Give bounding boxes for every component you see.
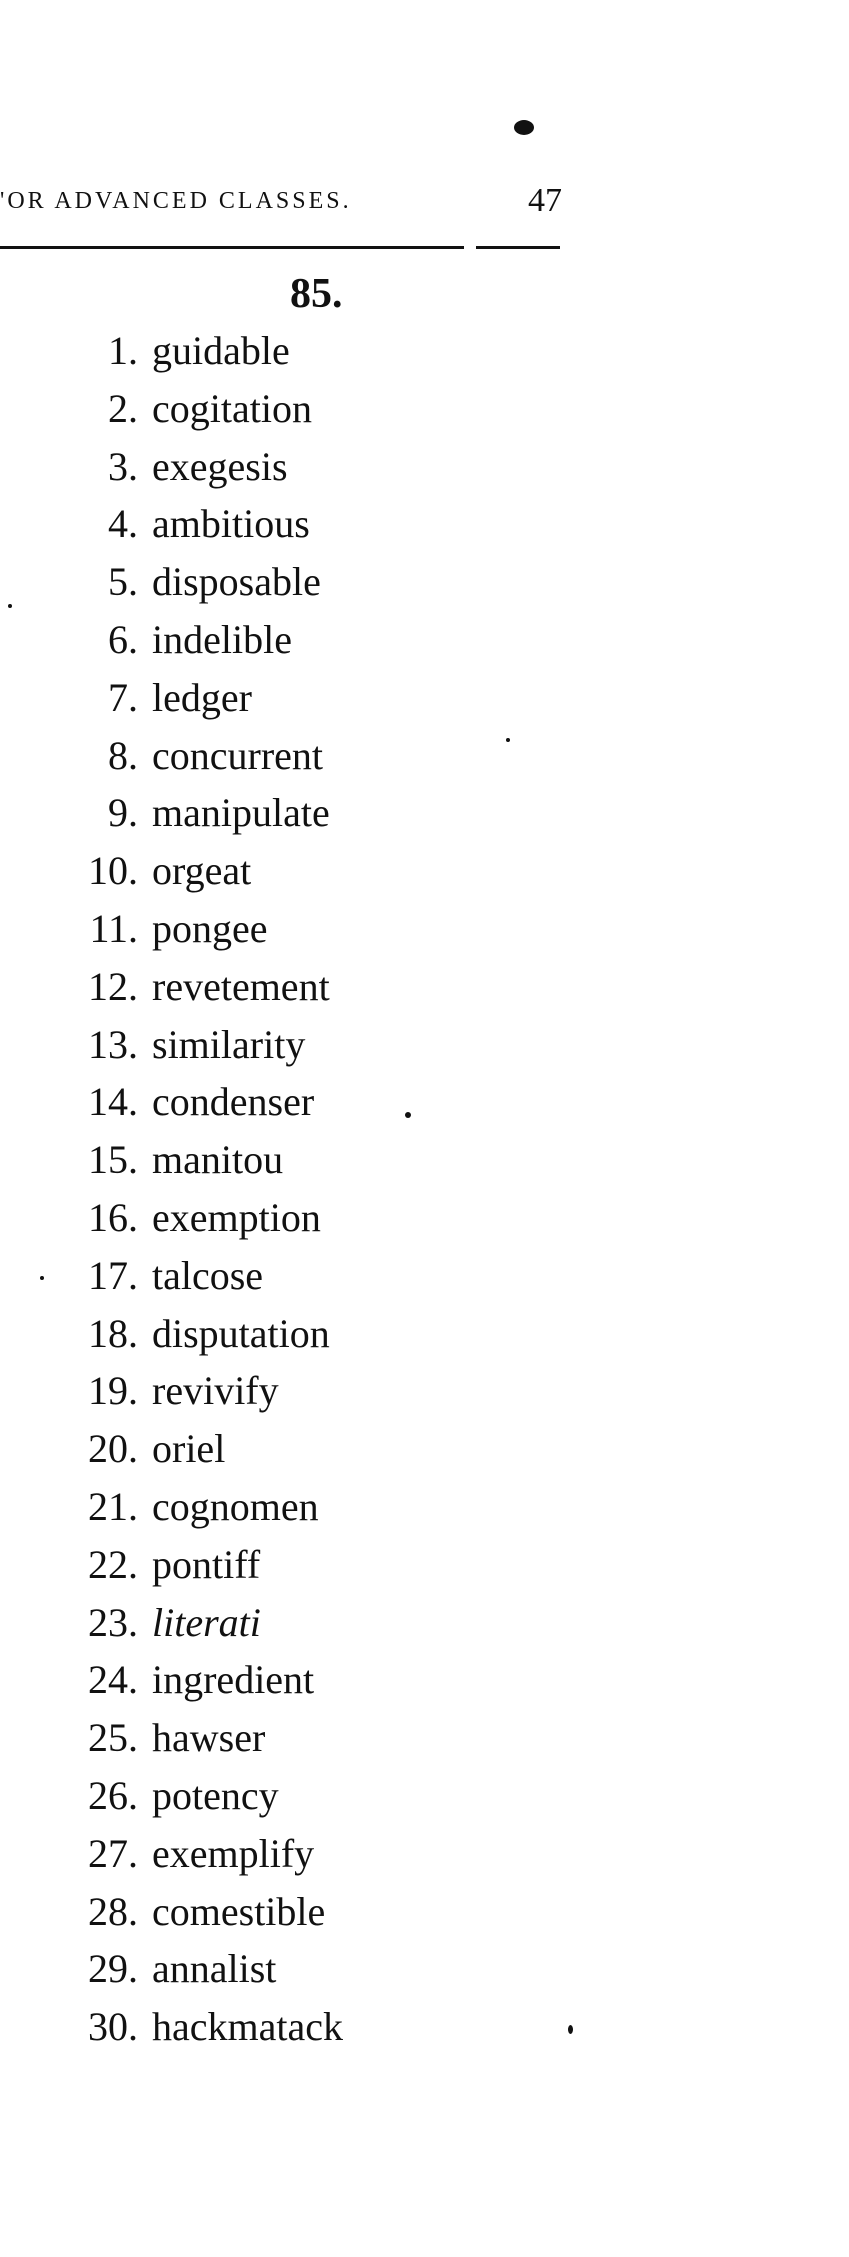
list-item bbox=[40, 1189, 343, 1247]
list-item bbox=[40, 322, 343, 380]
page-number: 47 bbox=[528, 182, 562, 219]
list-item bbox=[40, 1362, 343, 1420]
item-number: 24. bbox=[88, 1657, 138, 1703]
item-word: condenser bbox=[152, 1079, 315, 1125]
list-item bbox=[40, 1247, 343, 1305]
list-item bbox=[40, 1073, 343, 1131]
item-number: 20. bbox=[88, 1426, 138, 1472]
ink-speck bbox=[506, 738, 510, 742]
list-item bbox=[40, 958, 343, 1016]
item-word: annalist bbox=[152, 1946, 277, 1992]
item-number: 18. bbox=[88, 1310, 138, 1356]
item-number: 16. bbox=[88, 1194, 138, 1240]
list-item bbox=[40, 1883, 343, 1941]
page-header bbox=[0, 182, 562, 228]
item-word: disputation bbox=[152, 1310, 330, 1356]
item-word: disposable bbox=[152, 559, 321, 605]
item-word: cogitation bbox=[152, 385, 312, 431]
item-word: ingredient bbox=[152, 1657, 315, 1703]
item-number: 4. bbox=[108, 501, 138, 547]
list-item bbox=[40, 1709, 343, 1767]
item-word: manipulate bbox=[152, 790, 330, 836]
list-item bbox=[40, 1998, 343, 2056]
running-head: 'OR ADVANCED CLASSES. bbox=[0, 188, 352, 214]
item-number: 7. bbox=[108, 674, 138, 720]
list-item bbox=[40, 900, 343, 958]
item-number: 11. bbox=[89, 905, 138, 951]
ink-blot bbox=[514, 120, 534, 135]
item-number: 21. bbox=[88, 1483, 138, 1529]
list-item bbox=[40, 1940, 343, 1998]
list-item bbox=[40, 1131, 343, 1189]
item-word: hawser bbox=[152, 1715, 266, 1761]
item-number: 17. bbox=[88, 1252, 138, 1298]
item-word: concurrent bbox=[152, 732, 324, 778]
spelling-word-list bbox=[40, 322, 343, 2056]
item-word: orgeat bbox=[152, 848, 252, 894]
list-item bbox=[40, 438, 343, 496]
item-word: oriel bbox=[152, 1426, 226, 1472]
item-word: revivify bbox=[152, 1368, 279, 1414]
item-number: 10. bbox=[88, 848, 138, 894]
item-number: 9. bbox=[108, 790, 138, 836]
ink-speck bbox=[568, 2025, 573, 2034]
list-item bbox=[40, 611, 343, 669]
item-number: 25. bbox=[88, 1715, 138, 1761]
item-word: indelible bbox=[152, 616, 292, 662]
item-word: similarity bbox=[152, 1021, 306, 1067]
section-number: 85. bbox=[290, 271, 343, 317]
item-word: ledger bbox=[152, 674, 252, 720]
item-number: 30. bbox=[88, 2004, 138, 2050]
item-word: potency bbox=[152, 1772, 279, 1818]
item-word: guidable bbox=[152, 328, 290, 373]
item-number: 1. bbox=[108, 328, 138, 373]
item-number: 15. bbox=[88, 1137, 138, 1183]
item-word: hackmatack bbox=[152, 2004, 343, 2050]
list-item bbox=[40, 380, 343, 438]
item-word: exegesis bbox=[152, 443, 288, 489]
item-word: exemption bbox=[152, 1194, 321, 1240]
item-number: 6. bbox=[108, 616, 138, 662]
header-rule-short bbox=[476, 246, 560, 249]
list-item bbox=[40, 553, 343, 611]
item-word: talcose bbox=[152, 1252, 264, 1298]
list-item bbox=[40, 784, 343, 842]
ink-speck bbox=[405, 1112, 411, 1118]
item-number: 22. bbox=[88, 1541, 138, 1587]
item-word: comestible bbox=[152, 1888, 326, 1934]
item-word: revetement bbox=[152, 963, 330, 1009]
list-item bbox=[40, 842, 343, 900]
item-number: 19. bbox=[88, 1368, 138, 1414]
item-number: 26. bbox=[88, 1772, 138, 1818]
list-item bbox=[40, 1651, 343, 1709]
item-number: 29. bbox=[88, 1946, 138, 1992]
item-number: 27. bbox=[88, 1830, 138, 1876]
list-item bbox=[40, 1420, 343, 1478]
list-item bbox=[40, 1825, 343, 1883]
item-word: exemplify bbox=[152, 1830, 315, 1876]
item-number: 28. bbox=[88, 1888, 138, 1934]
list-item bbox=[40, 1016, 343, 1074]
item-number: 14. bbox=[88, 1079, 138, 1125]
item-word: cognomen bbox=[152, 1483, 319, 1529]
item-number: 13. bbox=[88, 1021, 138, 1067]
header-rule bbox=[0, 246, 464, 249]
item-number: 5. bbox=[108, 559, 138, 605]
list-item bbox=[40, 727, 343, 785]
list-item bbox=[40, 1305, 343, 1363]
ink-speck bbox=[8, 604, 12, 608]
item-number: 12. bbox=[88, 963, 138, 1009]
list-item bbox=[40, 1536, 343, 1594]
item-word: literati bbox=[152, 1599, 261, 1645]
item-word: manitou bbox=[152, 1137, 284, 1183]
item-number: 8. bbox=[108, 732, 138, 778]
item-word: pongee bbox=[152, 905, 268, 951]
list-item bbox=[40, 669, 343, 727]
item-number: 2. bbox=[108, 385, 138, 431]
list-item bbox=[40, 1767, 343, 1825]
list-item bbox=[40, 495, 343, 553]
item-number: 3. bbox=[108, 443, 138, 489]
list-item bbox=[40, 1478, 343, 1536]
list-item bbox=[40, 1594, 343, 1652]
item-word: ambitious bbox=[152, 501, 310, 547]
item-number: 23. bbox=[88, 1599, 138, 1645]
item-word: pontiff bbox=[152, 1541, 261, 1587]
